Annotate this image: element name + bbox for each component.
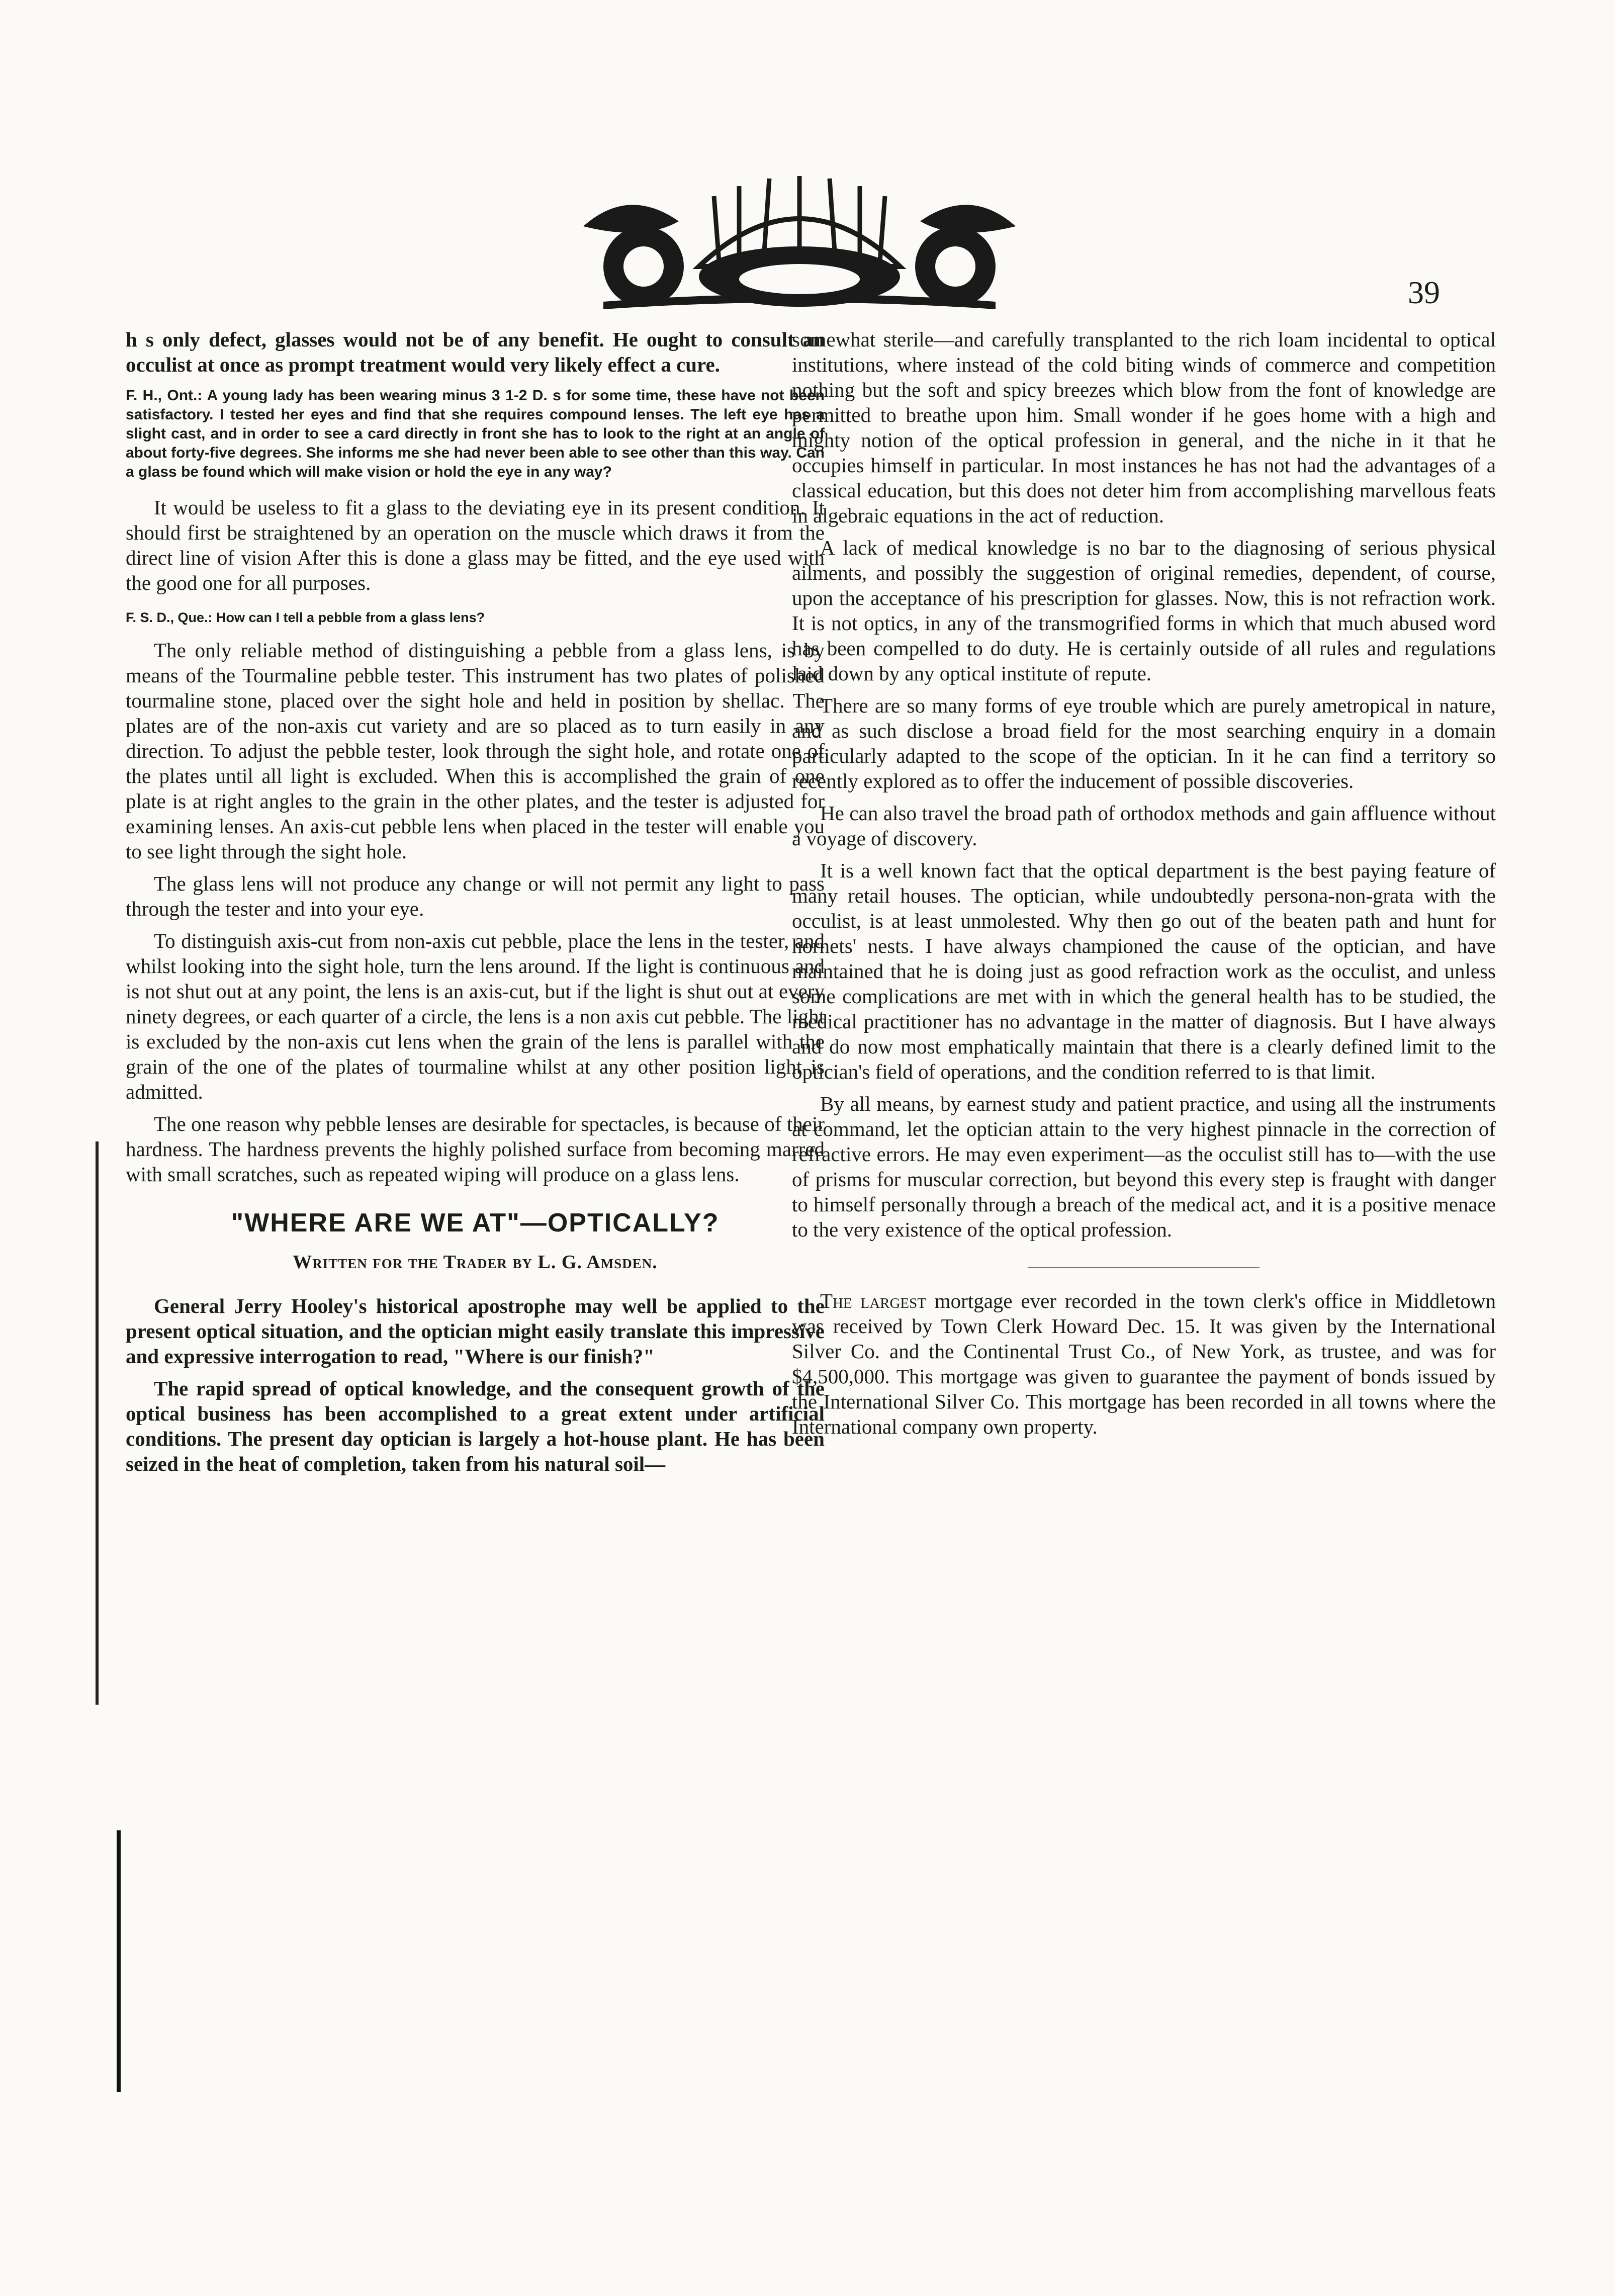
page-number: 39 [1408, 275, 1440, 310]
paragraph: To distinguish axis-cut from non-axis cut pebble, place the lens in the tester, and whilst looking into the sight hole, turn the lens around. If the light is continuous and is not shut out at any point, the lens is an axis-cut, but if the light is shut out at every ninety degrees, or each quarter of a circle, the lens is a non axis cut pebble. The light is excluded by the non-axis cut lens when the grain of the lens is parallel with the grain of the one of the plates of tourmaline whilst at any other position light is admitted. [126, 929, 825, 1103]
paragraph: somewhat sterile—and carefully transplanted to the rich loam incidental to optical institutions, where instead of the cold biting winds of commerce and competition nothing but the soft and spicy breezes which blow from the font of knowledge are permitted to breathe upon him. Small wonder if he goes home with a high and mighty notion of the optical profession in general, and the niche in it that he occupies himself in particular. In most instances he has not had the advantages of a classical education, but this does not deter him from accomplishing marvellous feats in algebraic equations in the act of reduction. [792, 328, 1496, 527]
article-byline: Written for the Trader by L. G. Amsden. [293, 1252, 658, 1273]
paragraph: h s only defect, glasses would not be of any benefit. He ought to consult an occulist at once as prompt treatment would very likely effect a cure. [126, 328, 825, 376]
paragraph: The rapid spread of optical knowledge, and the consequent growth of the optical business has been accomplished to a great extent under artificial conditions. The present day optician is largely a hot-house plant. He has been seized in the heat of completion, taken from his natural soil— [126, 1377, 825, 1475]
paragraph: The only reliable method of distinguishing a pebble from a glass lens, is by means of the Tourmaline pebble tester. This instrument has two plates of polished tourmaline stone, placed over the sight hole and held in position by shellac. The plates are of the non-axis cut variety and are so placed as to turn easily in any direction. To adjust the pebble tester, look through the sight hole, and rotate one of the plates until all light is excluded. When this is accomplished the grain of one plate is at right angles to the grain in the other plates, and the tester is adjusted for examining lenses. An axis-cut pebble lens when placed in the tester will enable you to see light through the sight hole. [126, 639, 825, 863]
paragraph: By all means, by earnest study and patient practice, and using all the instruments at command, let the optician attain to the very highest pinnacle in the correction of refractive errors. He may even experiment—as the occulist still has to—with the use of prisms for muscular correction, but beyond this every step is fraught with danger to himself personally through a breach of the medical act, and it is a positive menace to the very existence of the optical profession. [792, 1092, 1496, 1241]
reader-query: F. S. D., Que.: How can I tell a pebble from a glass lens? [126, 610, 485, 625]
news-item-lead: The largest [820, 1289, 926, 1312]
right-column [792, 327, 1496, 1446]
header-ornament-icon [568, 166, 1031, 312]
margin-rule [117, 1830, 121, 2092]
reader-query: F. H., Ont.: A young lady has been wearing minus 3 1-2 D. s for some time, these have not been satisfactory. I tested her eyes and find that she requires compound lenses. The left eye has a slight cast, and in order to see a card directly in front she has to look to the right at an angle of about forty-five degrees. She informs me she had never been able to see other than this way. Can a glass be found which will make vision or hold the eye in any way? [126, 387, 825, 480]
news-item-body: mortgage ever recorded in the town clerk's office in Middletown was received by Town Clerk Howard Dec. 15. It was given by the International Silver Co. and the Continental Trust Co., of New York, as trustee, and was for $4,500,000. This mortgage was given to guarantee the payment of bonds issued by the International Silver Co. This mortgage has been recorded in all towns where the International company own property. [792, 1289, 1496, 1438]
left-column [126, 327, 825, 1483]
paragraph: There are so many forms of eye trouble which are purely ametropical in nature, and as such disclose a broad field for the most searching enquiry in a domain particularly adapted to the scope of the optician. In it he can find a territory so recently explored as to offer the inducement of possible discoveries. [792, 694, 1496, 792]
paragraph: He can also travel the broad path of orthodox methods and gain affluence without a voyage of discovery. [792, 802, 1496, 850]
article-heading: "WHERE ARE WE AT"—OPTICALLY? [231, 1208, 720, 1238]
paragraph: General Jerry Hooley's historical apostrophe may well be applied to the present optical situation, and the optician might easily translate this impressive and expressive interrogation to read, "Where is our finish?" [126, 1294, 825, 1368]
paragraph: A lack of medical knowledge is no bar to the diagnosing of serious physical ailments, and possibly the suggestion of original remedies, dependent, of course, upon the acceptance of his prescription for glasses. Now, this is not refraction work. It is not optics, in any of the transmogrified forms in which that much abused word has been compelled to do duty. He is certainly outside of all rules and regulations laid down by any optical institute of repute. [792, 536, 1496, 685]
paragraph: The glass lens will not produce any change or will not permit any light to pass through the tester and into your eye. [126, 872, 825, 920]
paragraph: It is a well known fact that the optical department is the best paying feature of many retail houses. The optician, while undoubtedly persona-non-grata with the occulist, is at least unmolested. Why then go out of the beaten path and hunt for hornets' nests. I have always championed the cause of the optician, and have maintained that he is doing just as good refraction work as the occulist, and unless some complications are met with in which the general health has to be studied, the medical practitioner has no advantage in the matter of diagnosis. But I have always and do now most emphatically maintain that there is a clearly defined limit to the optician's field of operations, and the condition referred to is that limit. [792, 859, 1496, 1083]
section-divider [1028, 1267, 1260, 1268]
paragraph: It would be useless to fit a glass to the deviating eye in its present condition. It should first be straightened by an operation on the muscle which draws it from the direct line of vision After this is done a glass may be fitted, and the eye used with the good one for all purposes. [126, 496, 825, 594]
margin-rule [96, 1141, 99, 1705]
paragraph: The one reason why pebble lenses are desirable for spectacles, is because of their hardness. The hardness prevents the highly polished surface from becoming marred with small scratches, such as repeated wiping will produce on a glass lens. [126, 1112, 825, 1186]
news-item [792, 1288, 1496, 1439]
